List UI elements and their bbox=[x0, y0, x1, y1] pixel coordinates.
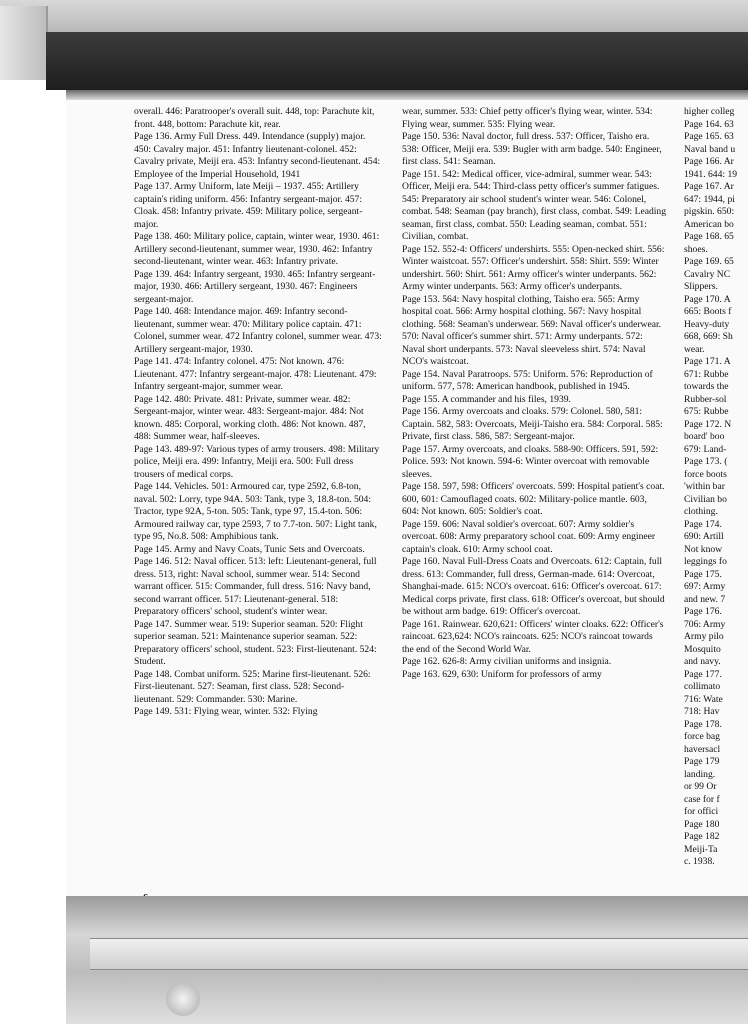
caption-paragraph: wear. bbox=[684, 343, 705, 355]
caption-paragraph: Page 180 bbox=[684, 818, 720, 830]
caption-paragraph: Page 138. 460: Military police, captain, winter wear, 1930. 461: Artillery second-lieutenant, summer wear, 1930. 462: Infantry second-lieutenant, winter wear. 463: Infantry private. bbox=[134, 231, 380, 267]
caption-paragraph: collimato bbox=[684, 681, 721, 692]
caption-paragraph: Page 146. 512: Naval officer. 513: left: Lieutenant-general, full dress. 513, right: Naval school, summer wear. 514: Second warrant officer. 515: Commander, full dress. 516: Navy band, second warrant officer. 517: Lieutenant-general. 518: Preparatory officers' school, student's winter wear. bbox=[134, 556, 377, 617]
caption-paragraph: Page 144. Vehicles. 501: Armoured car, type 2592, 6.8-ton, naval. 502: Lorry, type 94A. 503: Tank, type 3, 18.8-ton. 504: Tractor, type 92A, 5-ton. 505: Tank, type 97, 15.4-ton. 506: Armoured railway car, type 2593, 7 to 7.7-ton. 507: Light tank, type 95, No.8. 508: Amphibious tank. bbox=[134, 481, 377, 542]
caption-paragraph: Slippers. bbox=[684, 281, 718, 292]
caption-paragraph: Page 162. 626-8: Army civilian uniforms and insignia. bbox=[402, 656, 612, 667]
caption-paragraph: Page 161. Rainwear. 620,621: Officers' winter cloaks. 622: Officer's raincoat. 623,624: NCO's raincoats. 625: NCO's raincoat towards the end of the Second World War. bbox=[402, 618, 664, 655]
caption-paragraph: Page 145. Army and Navy Coats, Tunic Sets and Overcoats. bbox=[134, 543, 365, 555]
caption-paragraph: 'within bar bbox=[684, 481, 725, 492]
caption-paragraph: Mosquito bbox=[684, 643, 721, 655]
caption-paragraph: c. 1938. bbox=[684, 856, 715, 867]
caption-paragraph: 716: Wate bbox=[684, 693, 723, 705]
caption-paragraph: towards the bbox=[684, 381, 729, 392]
caption-paragraph: Page 177. bbox=[684, 668, 722, 680]
caption-paragraph: Naval band u bbox=[684, 143, 736, 155]
caption-paragraph: shoes. bbox=[684, 243, 708, 255]
scanner-top-frame bbox=[0, 0, 748, 32]
caption-paragraph: Page 143. 489-97: Various types of army trousers. 498: Military police, Meiji era. 499: Infantry, Meiji era. 500: Full dress trousers of medical corps. bbox=[134, 443, 380, 480]
caption-paragraph: pigskin. 650: bbox=[684, 206, 735, 217]
caption-paragraph: Page 136. Army Full Dress. 449. Intendance (supply) major. 450: Cavalry major. 451: Infantry lieutenant-colonel. 452: Cavalry private, Meiji era. 453: Infantry second-lieutenant. 454: Employee of the Imperial Household, 1941 bbox=[134, 131, 381, 180]
caption-paragraph: 675: Rubbe bbox=[684, 406, 729, 417]
caption-paragraph: Page 154. Naval Paratroops. 575: Uniform. 576: Reproduction of uniform. 577, 578: American handbook, published in 1945. bbox=[402, 368, 653, 392]
caption-paragraph: force boots bbox=[684, 468, 727, 480]
caption-paragraph: 647: 1944, pi bbox=[684, 193, 735, 205]
caption-paragraph: case for f bbox=[684, 793, 720, 805]
text-column-left bbox=[134, 106, 384, 719]
caption-paragraph: higher colleg bbox=[684, 106, 735, 117]
caption-paragraph: Page 151. 542: Medical officer, vice-admiral, summer wear. 543: Officer, Meiji era. 544: Third-class petty officer's summer fatigues. 545: Preparatory air school student's winter wear. 546: Colonel, combat. 548: Seaman (pay branch), first class, combat. 549: Leading seaman, first class, combat. 550: Leading seaman, combat. 551: Civilian, combat. bbox=[402, 168, 667, 242]
caption-paragraph: for offici bbox=[684, 806, 719, 817]
caption-paragraph: Page 173. ( bbox=[684, 456, 728, 467]
caption-paragraph: Page 141. 474: Infantry colonel. 475: Not known. 476: Lieutenant. 477: Infantry sergeant-major. 478: Lieutenant. 479: Infantry sergeant-major, summer wear. bbox=[134, 356, 377, 392]
caption-paragraph: Page 147. Summer wear. 519: Superior seaman. 520: Flight superior seaman. 521: Maintenance superior seaman. 522: Preparatory officers' school, student. 523: First-lieutenant. 524: Student. bbox=[134, 618, 377, 667]
caption-paragraph: 690: Artill bbox=[684, 531, 724, 542]
caption-paragraph: Page 139. 464: Infantry sergeant, 1930. 465: Infantry sergeant-major, 1930. 466: Artillery sergeant, 1930. 467: Engineers sergeant-major. bbox=[134, 268, 376, 305]
caption-paragraph: Page 171. A bbox=[684, 356, 731, 367]
caption-paragraph: haversacl bbox=[684, 743, 721, 755]
caption-paragraph: 671: Rubbe bbox=[684, 368, 729, 380]
caption-paragraph: Page 168. 65 bbox=[684, 231, 734, 242]
caption-paragraph: Page 164. 63 bbox=[684, 118, 734, 130]
caption-paragraph: board' boo bbox=[684, 431, 725, 442]
caption-paragraph: clothing. bbox=[684, 506, 718, 517]
scanner-clip bbox=[0, 6, 48, 80]
caption-paragraph: force bag bbox=[684, 731, 720, 742]
caption-paragraph: Page 156. Army overcoats and cloaks. 579: Colonel. 580, 581: Captain. 582, 583: Overcoats, Meiji-Taisho era. 584: Corporal. 585: Private, first class. 586, 587: Sergeant-major. bbox=[402, 406, 663, 442]
caption-paragraph: Page 163. 629, 630: Uniform for professors of army bbox=[402, 668, 602, 680]
caption-paragraph: Rubber-sol bbox=[684, 393, 727, 405]
caption-paragraph: Cavalry NC bbox=[684, 268, 731, 280]
scanner-bottom-bar bbox=[90, 938, 748, 970]
caption-paragraph: Page 165. 63 bbox=[684, 131, 734, 142]
caption-paragraph: Heavy-duty bbox=[684, 318, 730, 330]
caption-paragraph: Page 140. 468: Intendance major. 469: Infantry second-lieutenant, summer wear. 470: Military police captain. 471: Colonel, summer wear. 472 Infantry colonel, summer wear. 473: Artillery sergeant-major, 1930. bbox=[134, 306, 382, 355]
caption-paragraph: and new. 7 bbox=[684, 593, 726, 605]
scanner-knob bbox=[166, 982, 200, 1016]
caption-paragraph: overall. 446: Paratrooper's overall suit. 448, top: Parachute kit, front. 448, bottom: Parachute kit, rear. bbox=[134, 106, 375, 130]
caption-paragraph: Page 170. A bbox=[684, 293, 731, 305]
caption-paragraph: wear, summer. 533: Chief petty officer's flying wear, winter. 534: Flying wear, summer. 535: Flying wear. bbox=[402, 106, 653, 130]
caption-paragraph: Page 178. bbox=[684, 718, 722, 730]
caption-paragraph: Page 157. Army overcoats, and cloaks. 588-90: Officers. 591, 592: Police. 593: Not known. 594-6: Winter overcoat with removable sleeves. bbox=[402, 443, 659, 480]
caption-paragraph: 668, 669: Sh bbox=[684, 331, 733, 342]
caption-paragraph: leggings fo bbox=[684, 556, 727, 567]
caption-paragraph: 679: Land- bbox=[684, 443, 727, 455]
caption-paragraph: Page 152. 552-4: Officers' undershirts. 555: Open-necked shirt. 556: Winter waistcoat. 557: Officer's undershirt. 558: Shirt. 559: Winter undershirt. 560: Shirt. 561: Army officer's winter underpants. 562: Army winter underpants. 563: Army officer's underpants. bbox=[402, 243, 665, 292]
scanner-left-margin bbox=[0, 0, 48, 1024]
caption-paragraph: 1941. 644: 19 bbox=[684, 168, 738, 180]
caption-paragraph: Page 160. Naval Full-Dress Coats and Overcoats. 612: Captain, full dress. 613: Commander, full dress, German-made. 614: Overcoat, Shanghai-made. 615: NCO's overcoat. 616: Officer's overcoat. 617: Medical corps private, first class. 618: Officer's overcoat, but should be without arm badge. 619: Officer's overcoat. bbox=[402, 556, 665, 617]
caption-paragraph: Page 169. 65 bbox=[684, 256, 734, 267]
caption-paragraph: Page 166. Ar bbox=[684, 156, 734, 167]
caption-paragraph: Page 150. 536: Naval doctor, full dress. 537: Officer, Taisho era. 538: Officer, Meiji era. 539: Bugler with arm badge. 540: Engineer, first class. 541: Seaman. bbox=[402, 131, 662, 167]
text-column-middle bbox=[402, 106, 666, 681]
caption-paragraph: Page 175. bbox=[684, 568, 722, 580]
caption-paragraph: Page 155. A commander and his files, 1939. bbox=[402, 393, 571, 405]
caption-paragraph: Page 142. 480: Private. 481: Private, summer wear. 482: Sergeant-major, winter wear. 483: Sergeant-major. 484: Not known. 485: Corporal, working cloth. 486: Not known. 487, 488: Summer wear, half-sleeves. bbox=[134, 393, 366, 442]
caption-paragraph: 665: Boots f bbox=[684, 306, 732, 317]
caption-paragraph: Page 176. bbox=[684, 606, 722, 617]
text-column-right-cropped bbox=[684, 106, 748, 869]
caption-paragraph: 718: Hav bbox=[684, 706, 720, 717]
caption-paragraph: Civilian bo bbox=[684, 493, 727, 505]
caption-paragraph: Army pilo bbox=[684, 631, 724, 642]
caption-paragraph: Page 158. 597, 598: Officers' overcoats. 599: Hospital patient's coat. 600, 601: Camouflaged coats. 602: Military-police mantle. 603, 604: Not known. 605: Soldier's coat. bbox=[402, 481, 665, 517]
caption-paragraph: American bo bbox=[684, 218, 734, 230]
scanner-lid-shadow bbox=[46, 32, 748, 90]
caption-paragraph: Page 137. Army Uniform, late Meiji – 1937. 455: Artillery captain's riding uniform. 456: Infantry sergeant-major. 457: Cloak. 458: Infantry private. 459: Military police, sergeant-major. bbox=[134, 181, 363, 230]
caption-paragraph: Meiji-Ta bbox=[684, 843, 718, 855]
caption-paragraph: Page 172. N bbox=[684, 418, 732, 430]
caption-paragraph: Page 149. 531: Flying wear, winter. 532: Flying bbox=[134, 706, 318, 717]
caption-paragraph: Page 174. bbox=[684, 518, 722, 530]
caption-paragraph: 697: Army bbox=[684, 581, 726, 592]
caption-paragraph: landing. bbox=[684, 768, 716, 780]
caption-paragraph: Page 159. 606: Naval soldier's overcoat. 607: Army soldier's overcoat. 608: Army preparatory school coat. 609: Army engineer captain's cloak. 610: Army school coat. bbox=[402, 518, 656, 555]
caption-paragraph: 706: Army bbox=[684, 618, 726, 630]
caption-paragraph: or 99 Or bbox=[684, 781, 717, 792]
caption-paragraph: Page 148. Combat uniform. 525: Marine first-lieutenant. 526: First-lieutenant. 527: Seaman, first class. 528: Second-lieutenant. 529: Commander. 530: Marine. bbox=[134, 668, 371, 705]
caption-paragraph: Page 153. 564: Navy hospital clothing, Taisho era. 565: Army hospital coat. 566: Army hospital clothing. 567: Navy hospital clothing. 568: Seaman's underwear. 569: Naval officer's underwear. 570: Naval officer's summer shirt. 571: Army underpants. 572: Naval short underpants. 573: Naval sleeveless shirt. 574: Naval NCO's waistcoat. bbox=[402, 293, 662, 367]
caption-paragraph: and navy. bbox=[684, 656, 721, 667]
caption-paragraph: Page 182 bbox=[684, 831, 720, 842]
caption-paragraph: Not know bbox=[684, 543, 723, 555]
caption-paragraph: Page 179 bbox=[684, 756, 720, 767]
caption-paragraph: Page 167. Ar bbox=[684, 181, 734, 192]
page-top-shadow bbox=[66, 90, 748, 100]
